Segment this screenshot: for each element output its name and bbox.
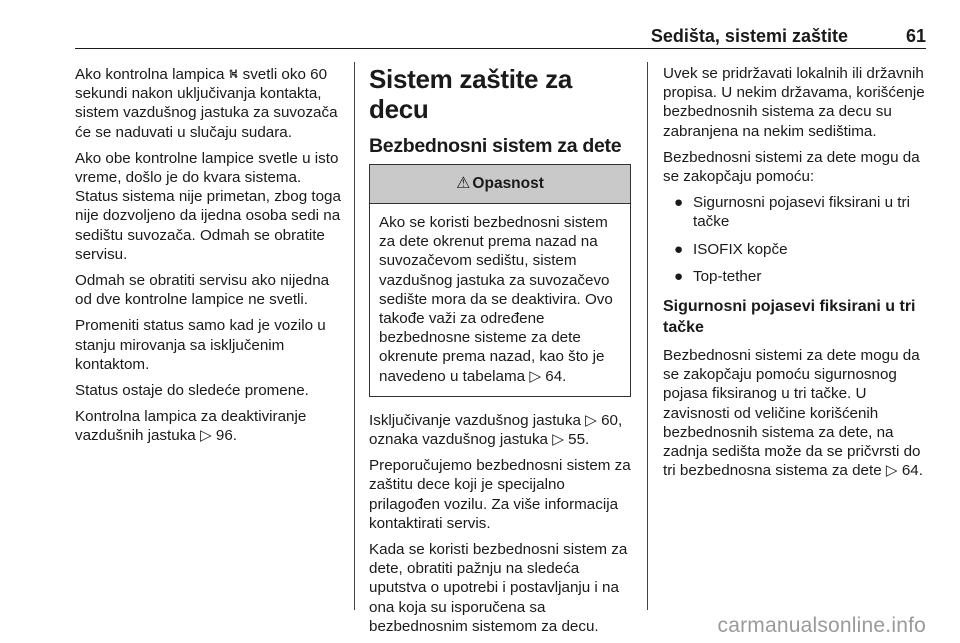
list-item [663, 193, 926, 231]
bullet-icon: ● [674, 240, 684, 258]
header-title: Sedišta, sistemi zaštite [650, 26, 848, 46]
subsection-heading: Bezbednosni sistem za dete [369, 135, 622, 157]
page-ref-arrow-icon: ▷ [529, 367, 542, 385]
paragraph: Bezbednosni sistemi za dete mogu da se zakopčaju pomoću: [663, 148, 920, 186]
column-divider-2 [647, 62, 648, 610]
text: ISOFIX kopče [693, 240, 788, 258]
page-ref-arrow-icon: ▷ [199, 427, 212, 445]
list-item [663, 267, 926, 286]
text: Isključivanje vazdušnog jastuka [369, 411, 581, 429]
text: Ako se koristi bezbednosni sistem za dete okrenut prema nazad na suvozačevom sedištu, sistem vazdušnog jastuka za suvozačevo sedište mora da se deaktivira. Ovo takođe važi za određene bezbednosne sisteme za dete okrenute prema nazad, kao što je navedeno u tabelama [379, 214, 613, 385]
warning-box [369, 164, 631, 397]
text: Kontrolna lampica za deaktiviranje vazdušnih jastuka [75, 408, 307, 445]
paragraph [75, 407, 343, 445]
page-reference-link[interactable]: 60, [601, 411, 623, 429]
paragraph: Preporučujemo bezbednosni sistem za zaštitu dece koji je specijalno prilagođen vozilu. Za više informacija kontaktirati servis. [369, 457, 631, 532]
paragraph [369, 411, 634, 449]
warning-header [370, 165, 630, 204]
paragraph: Ako obe kontrolne lampice svetle u isto vreme, došlo je do kvara sistema. Status sistema nije primetan, zbog toga nije dozvoljeno da ijedna osoba sedi na sedištu suvozača. Odmah se obratite servisu. [75, 149, 341, 263]
paragraph: Promeniti status samo kad je vozilo u stanju mirovanja sa isključenim kontaktom. [75, 317, 326, 373]
page-ref-arrow-icon: ▷ [885, 462, 898, 480]
warning-title: Opasnost [472, 175, 544, 193]
paragraph: Uvek se pridržavati lokalnih ili državnih propisa. U nekim državama, korišćenje bezbednosnih sistema za decu su zabranjena na nekim sedištima. [663, 65, 925, 140]
paragraph: Odmah se obratiti servisu ako nijedna od dve kontrolne lampice ne svetli. [75, 272, 330, 309]
paragraph [75, 64, 343, 142]
paragraph: Kada se koristi bezbednosni sistem za dete, obratiti pažnju na sledeća uputstva o upotrebi i postavljanju i na ona koja su isporučena sa bezbednosnim sistemom za decu. [369, 541, 628, 635]
section-heading: Sistem zaštite za decu [369, 64, 572, 124]
bullet-list [663, 193, 926, 286]
paragraph: Status ostaje do sledeće promene. [75, 382, 309, 400]
bullet-icon: ● [674, 267, 684, 285]
text: svetli oko 60 sekundi nakon uključivanja kontakta, sistem vazdušnog jastuka za suvozača će se naduvati u slučaju sudara. [75, 66, 338, 141]
page-ref-arrow-icon: ▷ [585, 411, 597, 429]
page-reference-link[interactable]: 64. [901, 462, 923, 480]
page-reference-link[interactable]: 64. [545, 367, 567, 385]
text: Bezbednosni sistemi za dete mogu da se zakopčaju pomoću sigurnosnog pojasa fiksiranog u tri tačke. U zavisnosti od veličine korišćenih bezbednosnih sistema za dete, na zadnja sedišta može da se pričvrsti do tri bezbednosna sistema za dete [663, 347, 921, 480]
paragraph [663, 346, 926, 480]
page-ref-arrow-icon: ▷ [552, 431, 564, 449]
text: Sigurnosni pojasevi fiksirani u tri tačke [693, 194, 910, 231]
warning-body [370, 204, 630, 396]
paragraph [379, 213, 621, 386]
column-3 [663, 64, 926, 487]
text: Ako kontrolna lampica [75, 66, 225, 83]
subsection-heading: Sigurnosni pojasevi fiksirani u tri tačke [663, 298, 916, 337]
column-1 [75, 64, 343, 453]
list-item [663, 240, 926, 259]
airbag-off-icon: ⛕ [228, 66, 239, 81]
warning-triangle-icon: ⚠ [456, 175, 471, 193]
page-reference-link[interactable]: 96. [215, 427, 238, 445]
column-2 [369, 64, 634, 643]
page-header [75, 22, 926, 49]
bullet-icon: ● [674, 194, 684, 212]
column-divider-1 [354, 62, 355, 610]
text: oznaka vazdušnog jastuka [369, 431, 548, 449]
watermark: carmanualsonline.info [717, 614, 926, 637]
page-number: 61 [905, 26, 926, 46]
text: Top-tether [693, 267, 762, 285]
page-reference-link[interactable]: 55. [568, 431, 590, 449]
